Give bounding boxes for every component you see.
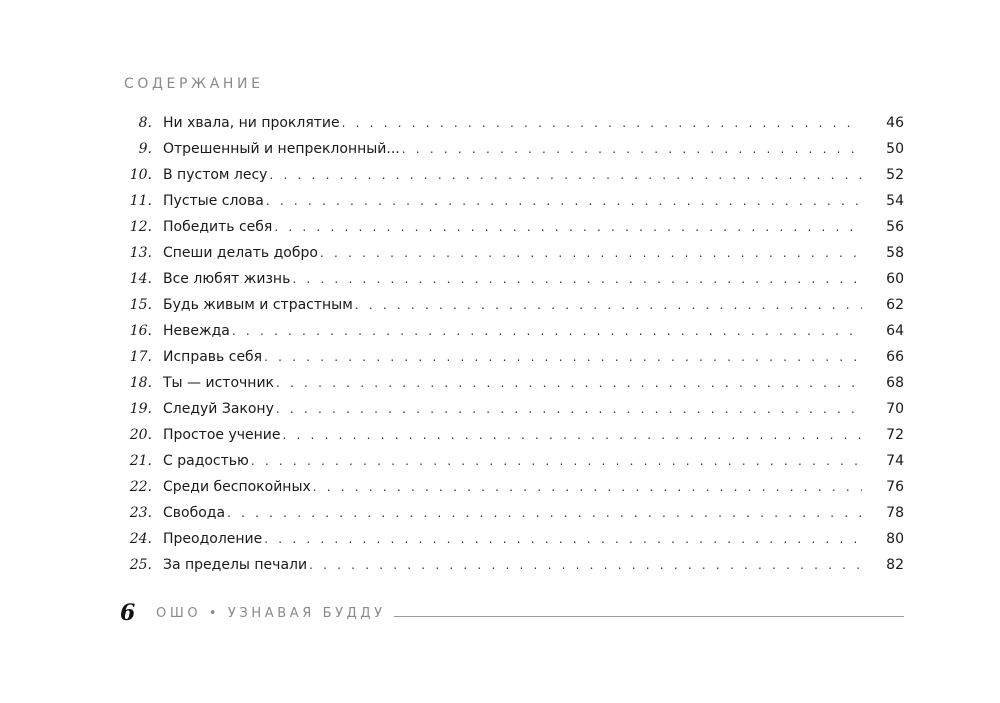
toc-entry-page: 76: [886, 479, 904, 495]
dot-leader: [227, 500, 862, 526]
toc-entry-number: 23.: [129, 505, 152, 521]
toc-entry-title: Простое учение: [163, 427, 281, 443]
toc-entry[interactable]: [118, 188, 904, 214]
toc-entry-title: Свобода: [163, 505, 226, 521]
toc-entry-number: 12.: [129, 219, 152, 235]
toc-entry-title: В пустом лесу: [163, 167, 268, 183]
section-title: СОДЕРЖАНИЕ: [124, 76, 264, 92]
toc-entry-page: 80: [886, 531, 904, 547]
toc-entry[interactable]: [118, 162, 904, 188]
dot-leader: [309, 552, 862, 578]
dot-leader: [251, 448, 862, 474]
dot-leader: [355, 292, 862, 318]
dot-leader: [342, 110, 862, 136]
toc-entry-page: 50: [886, 141, 904, 157]
dot-leader: [266, 188, 862, 214]
toc-entry[interactable]: [118, 448, 904, 474]
toc-entry-title: Преодоление: [163, 531, 263, 547]
toc-entry-title: Все любят жизнь: [163, 271, 291, 287]
toc-entry[interactable]: [118, 422, 904, 448]
toc-entry-title: Будь живым и страстным: [163, 297, 353, 313]
toc-entry-page: 62: [886, 297, 904, 313]
toc-entry[interactable]: [118, 474, 904, 500]
toc-entry-title: Ты — источник: [163, 375, 275, 391]
toc-entry-title: Отрешенный и непреклонный...: [163, 141, 400, 157]
toc-entry-number: 17.: [129, 349, 152, 365]
toc-entry-number: 13.: [129, 245, 152, 261]
toc-entry-page: 54: [886, 193, 904, 209]
toc-entry-number: 18.: [129, 375, 152, 391]
toc-entry[interactable]: [118, 318, 904, 344]
toc-entry[interactable]: [118, 214, 904, 240]
dot-leader: [264, 344, 862, 370]
toc-entry-title: Победить себя: [163, 219, 273, 235]
page-footer: [120, 598, 904, 628]
toc-entry-number: 8.: [138, 115, 152, 131]
toc-entry[interactable]: [118, 344, 904, 370]
toc-entry-number: 10.: [129, 167, 152, 183]
toc-entry-page: 74: [886, 453, 904, 469]
toc-entry-number: 21.: [129, 453, 152, 469]
toc-entry-title: Спеши делать добро: [163, 245, 318, 261]
toc-entry-page: 70: [886, 401, 904, 417]
toc-entry-title: С радостью: [163, 453, 249, 469]
toc-entry[interactable]: [118, 552, 904, 578]
toc-entry-page: 60: [886, 271, 904, 287]
toc-entry-page: 46: [886, 115, 904, 131]
dot-leader: [283, 422, 863, 448]
dot-leader: [276, 396, 862, 422]
dot-leader: [292, 266, 862, 292]
toc-entry-page: 72: [886, 427, 904, 443]
toc-entry[interactable]: [118, 110, 904, 136]
toc-entry-number: 11.: [129, 193, 152, 209]
dot-leader: [232, 318, 862, 344]
toc-entry-number: 25.: [129, 557, 152, 573]
toc-entry-title: Среди беспокойных: [163, 479, 311, 495]
toc-entry-page: 58: [886, 245, 904, 261]
toc-entry-number: 16.: [129, 323, 152, 339]
dot-leader: [269, 162, 862, 188]
toc-entry-title: Следуй Закону: [163, 401, 274, 417]
toc-entry-page: 56: [886, 219, 904, 235]
dot-leader: [320, 240, 862, 266]
toc-entry-title: Ни хвала, ни проклятие: [163, 115, 340, 131]
toc-entry-number: 24.: [129, 531, 152, 547]
toc-entry-number: 19.: [129, 401, 152, 417]
toc-entry-number: 15.: [129, 297, 152, 313]
toc-entry[interactable]: [118, 240, 904, 266]
toc-entry[interactable]: [118, 500, 904, 526]
toc-entry-page: 78: [886, 505, 904, 521]
footer-page-number: 6: [120, 600, 136, 626]
dot-leader: [274, 214, 862, 240]
toc-entry-title: Пустые слова: [163, 193, 264, 209]
footer-rule: [394, 616, 904, 617]
toc-entry[interactable]: [118, 526, 904, 552]
dot-leader: [276, 370, 862, 396]
dot-leader: [313, 474, 862, 500]
toc-entry-title: Невежда: [163, 323, 230, 339]
toc-entry-page: 52: [886, 167, 904, 183]
toc-entry-page: 68: [886, 375, 904, 391]
dot-leader: [264, 526, 862, 552]
toc-entry-number: 20.: [129, 427, 152, 443]
toc-entry-title: За пределы печали: [163, 557, 308, 573]
toc-entry[interactable]: [118, 292, 904, 318]
dot-leader: [402, 136, 862, 162]
toc-entry-page: 64: [886, 323, 904, 339]
toc-entry-page: 66: [886, 349, 904, 365]
toc-entry-number: 9.: [138, 141, 152, 157]
toc-entry[interactable]: [118, 396, 904, 422]
toc-entry-number: 22.: [129, 479, 152, 495]
running-footer-title: ОШО • УЗНАВАЯ БУДДУ: [156, 605, 386, 621]
toc-entry-title: Исправь себя: [163, 349, 263, 365]
table-of-contents: [118, 110, 904, 578]
toc-entry[interactable]: [118, 266, 904, 292]
toc-entry[interactable]: [118, 136, 904, 162]
toc-entry[interactable]: [118, 370, 904, 396]
toc-entry-page: 82: [886, 557, 904, 573]
toc-entry-number: 14.: [129, 271, 152, 287]
